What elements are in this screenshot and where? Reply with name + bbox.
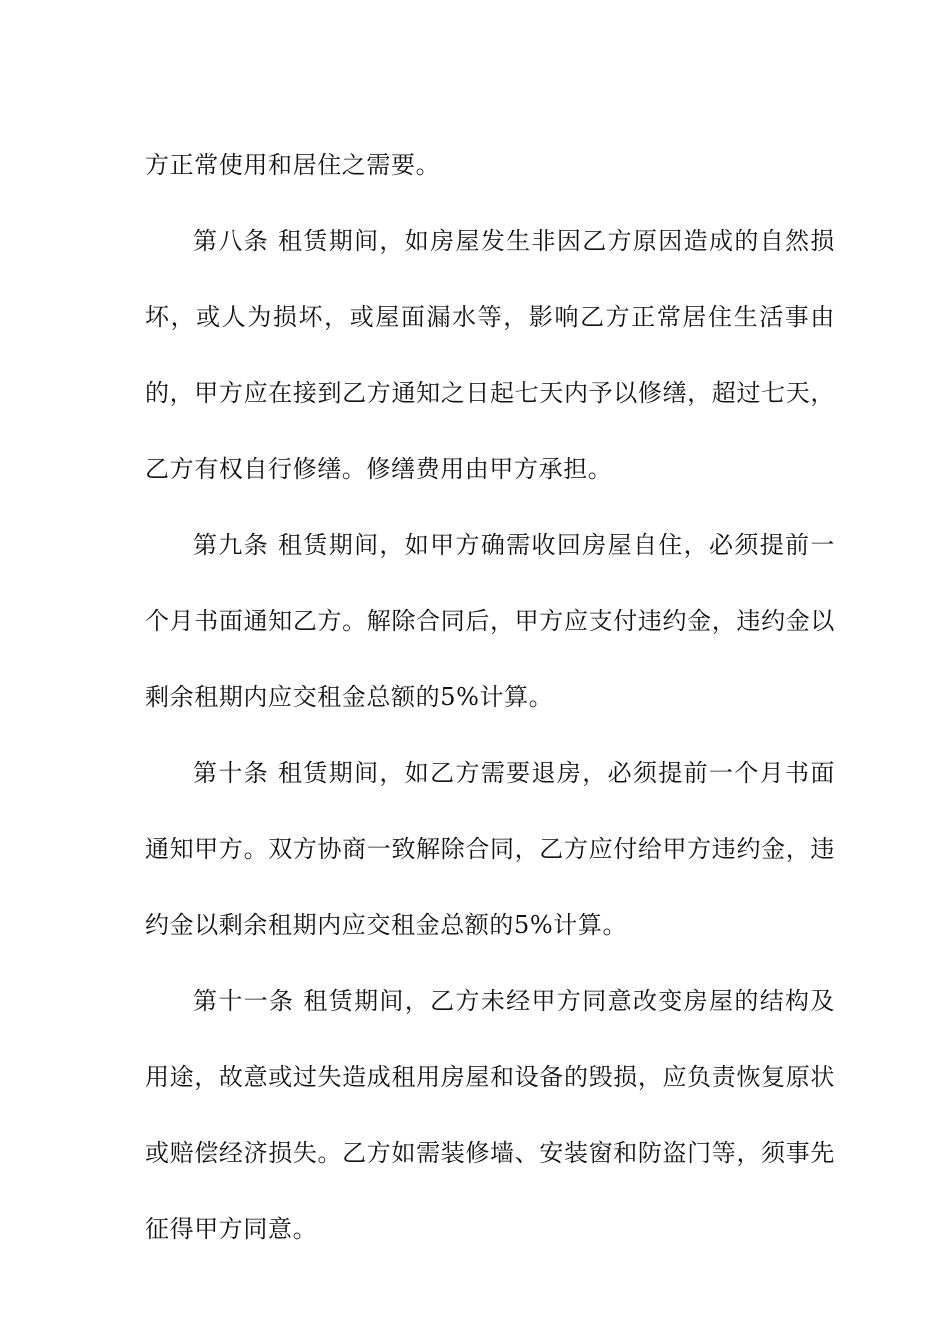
paragraph-article-10: 第十条 租赁期间，如乙方需要退房，必须提前一个月书面通知甲方。双方协商一致解除合同，乙方应付给甲方违约金，违约金以剩余租期内应交租金总额的5%计算。 [145, 759, 835, 939]
document-body [145, 127, 835, 1267]
paragraph-article-11: 第十一条 租赁期间，乙方未经甲方同意改变房屋的结构及用途，故意或过失造成租用房屋和设备的毁损，应负责恢复原状或赔偿经济损失。乙方如需装修墙、安装窗和防盗门等，须事先征得甲方同意。 [145, 987, 835, 1243]
paragraph-article-8: 第八条 租赁期间，如房屋发生非因乙方原因造成的自然损坏，或人为损坏，或屋面漏水等，影响乙方正常居住生活事由的，甲方应在接到乙方通知之日起七天内予以修缮，超过七天，乙方有权自行修缮。修缮费用由甲方承担。 [145, 227, 835, 483]
paragraph-article-9: 第九条 租赁期间，如甲方确需收回房屋自住，必须提前一个月书面通知乙方。解除合同后，甲方应支付违约金，违约金以剩余租期内应交租金总额的5%计算。 [145, 531, 835, 711]
paragraph-continuation: 方正常使用和居住之需要。 [145, 151, 441, 179]
